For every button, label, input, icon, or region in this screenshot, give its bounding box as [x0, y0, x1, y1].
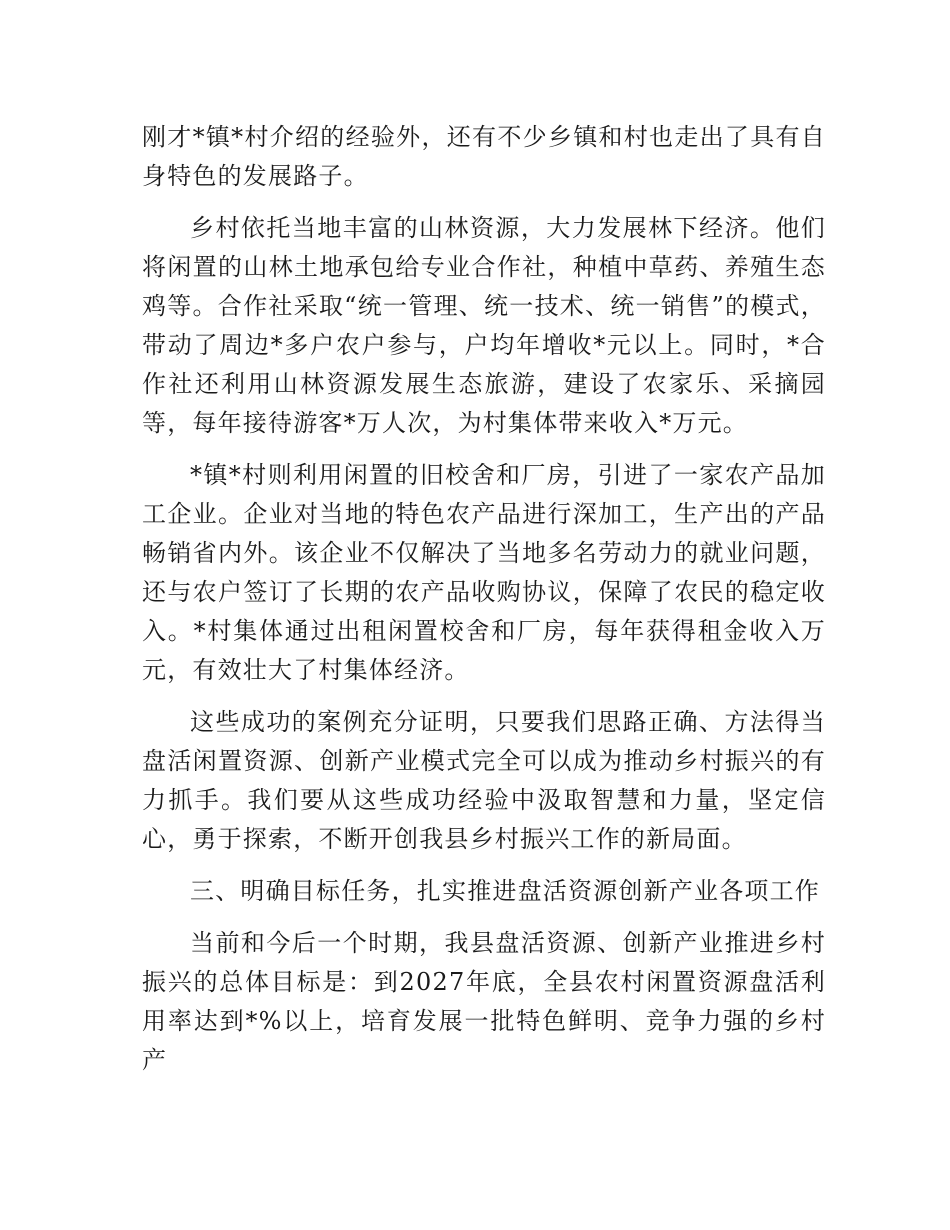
- paragraph-continued: 刚才*镇*村介绍的经验外，还有不少乡镇和村也走出了具有自身特色的发展路子。: [142, 123, 826, 190]
- paragraph-forest-economy: 乡村依托当地丰富的山林资源，大力发展林下经济。他们将闲置的山林土地承包给专业合作社，种植中草药、养殖生态鸡等。合作社采取“统一管理、统一技术、统一销售”的模式，带动了周边*多户农户参与，户均年增收*元以上。同时，*合作社还利用山林资源发展生态旅游，建设了农家乐、采摘园等，每年接待游客*万人次，为村集体带来收入*万元。: [142, 214, 826, 437]
- section-heading-3: 三、明确目标任务，扎实推进盘活资源创新产业各项工作: [190, 877, 820, 905]
- paragraph-success-cases: 这些成功的案例充分证明，只要我们思路正确、方法得当盘活闲置资源、创新产业模式完全可以成为推动乡村振兴的有力抓手。我们要从这些成功经验中汲取智慧和力量，坚定信心，勇于探索，不断开创我县乡村振兴工作的新局面。: [142, 708, 826, 853]
- document-body: [142, 118, 826, 1093]
- paragraph-idle-school-factory: *镇*村则利用闲置的旧校舍和厂房，引进了一家农产品加工企业。企业对当地的特色农产品进行深加工，生产出的产品畅销省内外。该企业不仅解决了当地多名劳动力的就业问题，还与农户签订了长期的农产品收购协议，保障了农民的稳定收入。*村集体通过出租闲置校舍和厂房，每年获得租金收入万元，有效壮大了村集体经济。: [142, 461, 826, 684]
- paragraph-overall-goal: 当前和今后一个时期，我县盘活资源、创新产业推进乡村振兴的总体目标是：到2027年底，全县农村闲置资源盘活利用率达到*%以上，培育发展一批特色鲜明、竞争力强的乡村产: [142, 929, 826, 1074]
